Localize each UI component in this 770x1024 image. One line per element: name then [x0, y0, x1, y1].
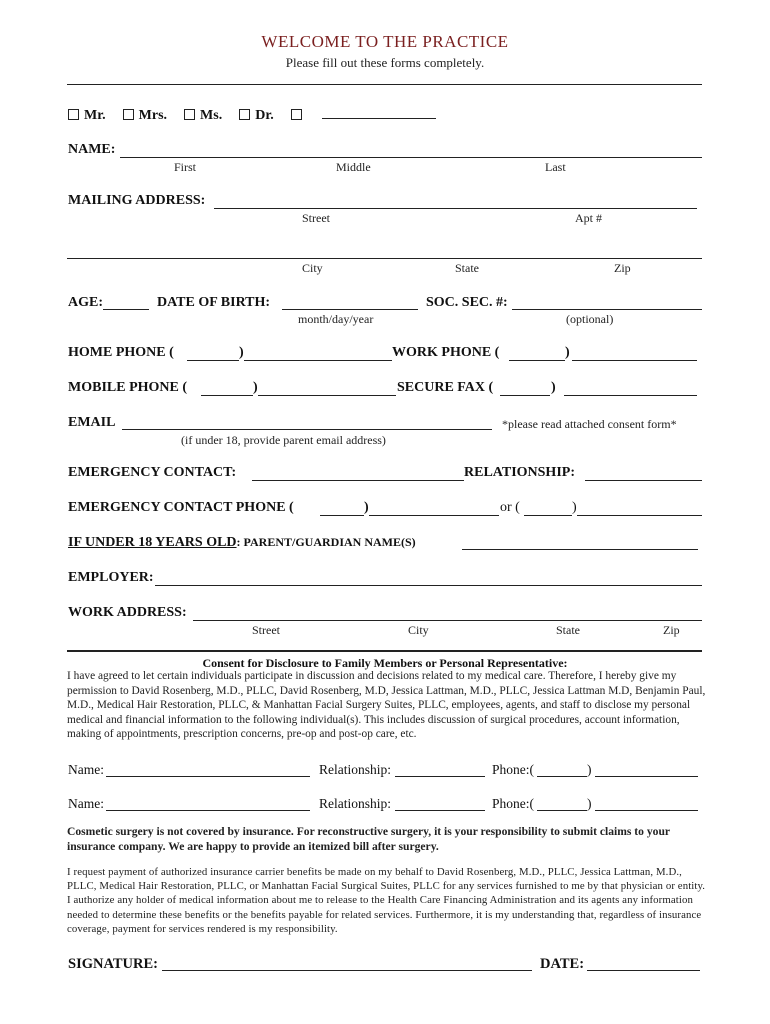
work-phone-number-field[interactable]	[572, 360, 697, 361]
guardian-name-label: : PARENT/GUARDIAN NAME(S)	[236, 535, 416, 549]
emergency-phone-alt-number-field[interactable]	[577, 515, 702, 516]
dob-field[interactable]	[282, 309, 418, 310]
consent-text: I have agreed to let certain individuals participate in discussion and decisions related to my medical care. Therefore, I hereby give my permission to David Rosenberg, M.D., PLLC, David Rosenberg, M.D, Jessica Lattman, M.D., PLLC, Jessica Lattman M.D, Benjamin Paul, M.D., Medical Hair Restoration, PLLC, & Manhattan Facial Surgery Suites, PLLC, employees, agents, and staff to disclose my personal medical and financial information to the following individual(s). This includes discussion of surgical procedures, account information, making of appointments, prescription concerns, pre-op and post-op care, etc.	[67, 670, 706, 741]
consent-relationship-field-1[interactable]	[395, 776, 485, 777]
consent-name-label-2: Name:	[68, 796, 104, 811]
email-field[interactable]	[122, 429, 492, 430]
email-caption: (if under 18, provide parent email address)	[181, 433, 386, 447]
consent-phone-area-field-2[interactable]	[537, 810, 587, 811]
mailing-city-caption: City	[302, 261, 323, 275]
consent-name-label-1: Name:	[68, 762, 104, 777]
mailing-street-caption: Street	[302, 211, 330, 225]
home-phone-paren: )	[239, 345, 244, 360]
page-title: WELCOME TO THE PRACTICE	[261, 32, 509, 51]
work-state-caption: State	[556, 623, 580, 637]
mailing-street-field[interactable]	[214, 208, 697, 209]
emergency-phone-alt-paren: )	[572, 500, 577, 515]
emergency-phone-number-field[interactable]	[369, 515, 499, 516]
consent-title: Consent for Disclosure to Family Members or Personal Representative:	[202, 656, 568, 670]
salutation-ms-label: Ms.	[200, 108, 223, 123]
consent-phone-paren-2: )	[587, 796, 592, 811]
page-subtitle: Please fill out these forms completely.	[285, 55, 485, 70]
work-phone-area-field[interactable]	[509, 360, 565, 361]
mailing-city-field[interactable]	[67, 258, 702, 259]
checkbox-ms[interactable]	[184, 109, 195, 120]
consent-relationship-field-2[interactable]	[395, 810, 485, 811]
name-field[interactable]	[120, 157, 702, 158]
consent-phone-number-field-1[interactable]	[595, 776, 698, 777]
age-field[interactable]	[103, 309, 149, 310]
salutation-other-field[interactable]	[322, 106, 436, 119]
employer-label: EMPLOYER:	[68, 570, 154, 585]
consent-phone-area-field-1[interactable]	[537, 776, 587, 777]
signature-label: SIGNATURE:	[68, 956, 158, 972]
section-divider	[67, 650, 702, 652]
consent-name-field-1[interactable]	[106, 776, 310, 777]
consent-phone-number-field-2[interactable]	[595, 810, 698, 811]
mobile-phone-area-field[interactable]	[201, 395, 253, 396]
emergency-phone-label: EMERGENCY CONTACT PHONE (	[68, 500, 294, 515]
mailing-address-label: MAILING ADDRESS:	[68, 193, 206, 208]
employer-field[interactable]	[155, 585, 702, 586]
home-phone-number-field[interactable]	[244, 360, 392, 361]
home-phone-label: HOME PHONE (	[68, 345, 174, 360]
emergency-phone-paren: )	[364, 500, 369, 515]
consent-relationship-label-1: Relationship:	[319, 762, 391, 777]
emergency-contact-field[interactable]	[252, 480, 464, 481]
mailing-zip-caption: Zip	[614, 261, 631, 275]
emergency-phone-alt-area-field[interactable]	[524, 515, 572, 516]
checkbox-mrs[interactable]	[123, 109, 134, 120]
mailing-state-caption: State	[455, 261, 479, 275]
work-street-caption: Street	[252, 623, 280, 637]
ssn-label: SOC. SEC. #:	[426, 295, 508, 310]
mobile-phone-label: MOBILE PHONE (	[68, 380, 188, 395]
salutation-mrs-label: Mrs.	[138, 108, 168, 123]
name-last-caption: Last	[545, 160, 566, 174]
guardian-row	[68, 535, 416, 551]
name-label: NAME:	[68, 142, 116, 157]
checkbox-dr[interactable]	[239, 109, 250, 120]
work-phone-paren: )	[565, 345, 570, 360]
name-middle-caption: Middle	[336, 160, 371, 174]
mailing-apt-caption: Apt #	[575, 211, 602, 225]
emergency-phone-area-field[interactable]	[320, 515, 364, 516]
work-city-caption: City	[408, 623, 429, 637]
work-address-field[interactable]	[193, 620, 702, 621]
home-phone-area-field[interactable]	[187, 360, 239, 361]
insurance-notice: Cosmetic surgery is not covered by insurance. For reconstructive surgery, it is your responsibility to submit claims to your insurance company. We are happy to provide an itemized bill after surgery.	[67, 825, 670, 853]
dob-label: DATE OF BIRTH:	[157, 295, 271, 310]
checkbox-mr[interactable]	[68, 109, 79, 120]
signature-field[interactable]	[162, 970, 532, 971]
relationship-field[interactable]	[585, 480, 702, 481]
salutation-mr-label: Mr.	[84, 108, 106, 123]
ssn-field[interactable]	[512, 309, 702, 310]
guardian-name-field[interactable]	[462, 549, 698, 550]
consent-phone-paren-1: )	[587, 762, 592, 777]
salutation-dr-label: Dr.	[255, 108, 274, 123]
insurance-authorization-text: I request payment of authorized insurance carrier benefits be made on my behalf to David Rosenberg, M.D., PLLC, Jessica Lattman, M.D., PLLC, Medical Hair Restoration, PLLC, or Manhattan Facial Surgical Suites, PLLC for any services furnished to me by that physician or entity. I authorize any holder of medical information about me to release to the Health Care Financing Administration and its agents any information needed to determine these benefits or the benefits payable for related services. Furthermore, it is my understanding that, regardless of insurance coverage, payment for services rendered is my responsibility.	[67, 866, 706, 935]
email-consent-note: *please read attached consent form*	[502, 417, 677, 431]
email-label: EMAIL	[68, 415, 116, 430]
salutation-row	[68, 106, 436, 124]
work-address-label: WORK ADDRESS:	[68, 605, 187, 620]
relationship-label: RELATIONSHIP:	[464, 465, 575, 480]
date-label: DATE:	[540, 956, 585, 972]
emergency-phone-or-label: or (	[500, 500, 520, 515]
secure-fax-label: SECURE FAX (	[397, 380, 494, 395]
date-field[interactable]	[587, 970, 700, 971]
ssn-caption: (optional)	[566, 312, 614, 326]
work-phone-label: WORK PHONE (	[392, 345, 500, 360]
mobile-phone-number-field[interactable]	[258, 395, 396, 396]
consent-phone-label-1: Phone:(	[492, 762, 534, 777]
age-label: AGE:	[68, 295, 103, 310]
secure-fax-number-field[interactable]	[564, 395, 697, 396]
checkbox-other[interactable]	[291, 109, 302, 120]
header-divider	[67, 84, 702, 85]
secure-fax-paren: )	[551, 380, 556, 395]
name-first-caption: First	[174, 160, 197, 174]
guardian-under-18-label: IF UNDER 18 YEARS OLD	[68, 535, 237, 550]
mobile-phone-paren: )	[253, 380, 258, 395]
consent-name-field-2[interactable]	[106, 810, 310, 811]
emergency-contact-label: EMERGENCY CONTACT:	[68, 465, 237, 480]
consent-relationship-label-2: Relationship:	[319, 796, 391, 811]
consent-phone-label-2: Phone:(	[492, 796, 534, 811]
secure-fax-area-field[interactable]	[500, 395, 550, 396]
dob-caption: month/day/year	[298, 312, 374, 326]
work-zip-caption: Zip	[663, 623, 680, 637]
